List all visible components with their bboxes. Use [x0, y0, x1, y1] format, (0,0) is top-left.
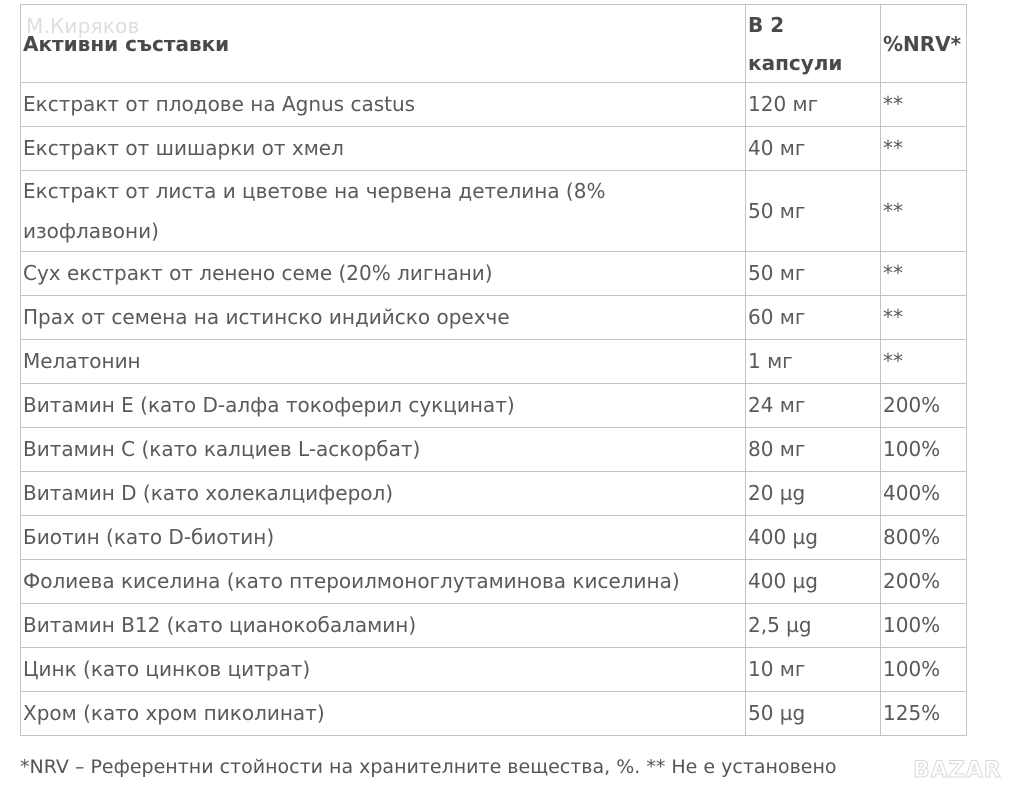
cell-amount: 10 мг [746, 648, 881, 692]
cell-nrv: 200% [881, 560, 967, 604]
cell-nrv: 400% [881, 472, 967, 516]
cell-nrv: ** [881, 83, 967, 127]
cell-amount: 2,5 µg [746, 604, 881, 648]
cell-ingredient: Прах от семена на истинско индийско орехче [21, 296, 746, 340]
table-row [21, 648, 967, 692]
cell-amount: 50 мг [746, 171, 881, 252]
cell-ingredient: Витамин D (като холекалциферол) [21, 472, 746, 516]
cell-amount: 80 мг [746, 428, 881, 472]
cell-ingredient: Екстракт от плодове на Agnus castus [21, 83, 746, 127]
cell-nrv: 125% [881, 692, 967, 736]
table-header-row [21, 5, 967, 83]
cell-ingredient: Витамин C (като калциев L-аскорбат) [21, 428, 746, 472]
table-row [21, 604, 967, 648]
cell-nrv: 100% [881, 428, 967, 472]
cell-ingredient: Сух екстракт от ленено семе (20% лигнани) [21, 252, 746, 296]
bazar-logo [913, 758, 1021, 788]
cell-nrv: 100% [881, 648, 967, 692]
cell-amount: 50 мг [746, 252, 881, 296]
cell-ingredient: Цинк (като цинков цитрат) [21, 648, 746, 692]
cell-ingredient: Екстракт от шишарки от хмел [21, 127, 746, 171]
table-row [21, 252, 967, 296]
cell-amount: 40 мг [746, 127, 881, 171]
cell-ingredient: Фолиева киселина (като птероилмоноглутаминова киселина) [21, 560, 746, 604]
cell-nrv: 200% [881, 384, 967, 428]
cell-nrv: 100% [881, 604, 967, 648]
cell-nrv: ** [881, 296, 967, 340]
cell-amount: 400 µg [746, 516, 881, 560]
bazar-logo-text: BAZAR [913, 758, 1002, 783]
table-row [21, 171, 967, 252]
table-row [21, 83, 967, 127]
ingredients-table [20, 4, 967, 736]
table-row [21, 516, 967, 560]
cell-amount: 60 мг [746, 296, 881, 340]
cell-ingredient: Витамин E (като D-алфа токоферил сукцинат) [21, 384, 746, 428]
cell-amount: 1 мг [746, 340, 881, 384]
header-ingredient: Активни съставки [21, 5, 746, 83]
cell-ingredient: Екстракт от листа и цветове на червена детелина (8% изофлавони) [21, 171, 746, 252]
cell-nrv: ** [881, 171, 967, 252]
table-row [21, 472, 967, 516]
cell-nrv: ** [881, 340, 967, 384]
cell-nrv: ** [881, 127, 967, 171]
footnote: *NRV – Референтни стойности на хранителните вещества, %. ** Не е установено [20, 756, 837, 778]
table-row [21, 692, 967, 736]
cell-amount: 24 мг [746, 384, 881, 428]
header-amount: В 2 капсули [746, 5, 881, 83]
cell-amount: 20 µg [746, 472, 881, 516]
cell-ingredient: Биотин (като D-биотин) [21, 516, 746, 560]
table-row [21, 428, 967, 472]
table-row [21, 560, 967, 604]
cell-ingredient: Хром (като хром пиколинат) [21, 692, 746, 736]
table-row [21, 340, 967, 384]
header-nrv: %NRV* [881, 5, 967, 83]
cell-amount: 50 µg [746, 692, 881, 736]
watermark-text: М.Киряков [26, 14, 140, 38]
cell-nrv: 800% [881, 516, 967, 560]
table-row [21, 127, 967, 171]
table-row [21, 296, 967, 340]
cell-amount: 120 мг [746, 83, 881, 127]
cell-nrv: ** [881, 252, 967, 296]
cell-ingredient: Витамин B12 (като цианокобаламин) [21, 604, 746, 648]
table-row [21, 384, 967, 428]
cell-amount: 400 µg [746, 560, 881, 604]
cell-ingredient: Мелатонин [21, 340, 746, 384]
